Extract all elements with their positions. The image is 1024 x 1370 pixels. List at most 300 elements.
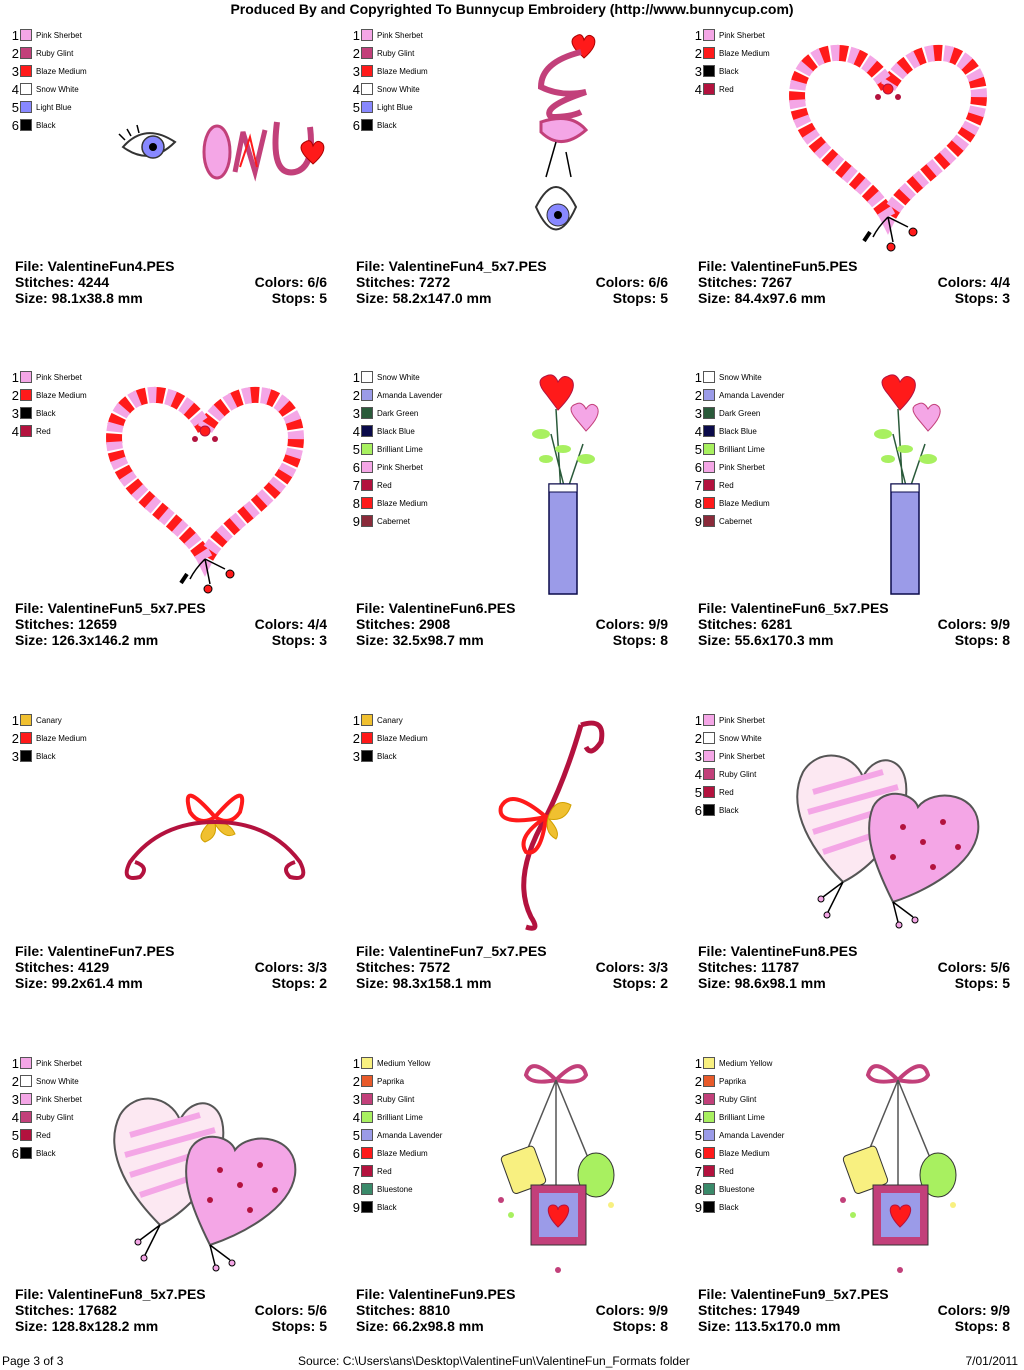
color-swatch [361, 1093, 373, 1105]
palette-row [688, 1072, 784, 1090]
stitch-count: 2908 [419, 616, 451, 632]
color-name: Dark Green [719, 408, 761, 418]
color-name: Pink Sherbet [377, 462, 423, 472]
palette-row [688, 711, 765, 729]
palette-row [5, 44, 87, 62]
design-size: 58.2x147.0 mm [392, 290, 492, 306]
color-name: Pink Sherbet [719, 751, 765, 761]
file-name: ValentineFun4_5x7.PES [388, 258, 547, 274]
color-number: 5 [694, 1127, 702, 1143]
palette-row [688, 729, 765, 747]
file-label: File: [15, 258, 48, 274]
embroidery-design-image [778, 27, 998, 262]
colors-label: Colors: [937, 1302, 991, 1318]
palette-row [346, 386, 442, 404]
color-swatch [361, 497, 373, 509]
color-number: 6 [694, 459, 702, 475]
embroidery-design-image [823, 1055, 973, 1290]
color-swatch [20, 1129, 32, 1141]
stops-label: Stops: [612, 975, 661, 991]
design-cell [683, 364, 1013, 684]
palette-row [5, 1090, 82, 1108]
color-number: 4 [11, 1109, 19, 1125]
palette-row [346, 440, 442, 458]
color-name: Red [36, 1130, 51, 1140]
color-count: 9/9 [990, 1302, 1010, 1318]
design-cell [341, 1050, 671, 1370]
color-number: 4 [694, 1109, 702, 1125]
color-swatch [20, 1075, 32, 1087]
color-count: 6/6 [307, 274, 327, 290]
color-name: Snow White [377, 84, 420, 94]
color-name: Medium Yellow [377, 1058, 431, 1068]
color-name: Amanda Lavender [377, 390, 443, 400]
stitch-count: 17949 [761, 1302, 800, 1318]
color-swatch [703, 714, 715, 726]
design-size: 128.8x128.2 mm [51, 1318, 159, 1334]
file-name: ValentineFun8_5x7.PES [47, 1286, 206, 1302]
color-swatch [20, 65, 32, 77]
color-palette [5, 26, 87, 134]
palette-row [346, 729, 428, 747]
color-number: 1 [352, 27, 360, 43]
embroidery-design-image [481, 1055, 631, 1290]
color-count: 5/6 [307, 1302, 327, 1318]
color-swatch [703, 1201, 715, 1213]
color-name: Black [377, 120, 397, 130]
color-swatch [20, 1111, 32, 1123]
palette-row [5, 98, 87, 116]
color-name: Black [36, 120, 56, 130]
color-name: Light Blue [377, 102, 413, 112]
stops-label: Stops: [271, 290, 320, 306]
colors-label: Colors: [595, 616, 649, 632]
stitches-label: Stitches: [698, 1302, 762, 1318]
color-number: 8 [694, 1181, 702, 1197]
color-swatch [703, 750, 715, 762]
embroidery-design-image [501, 32, 611, 262]
palette-row [688, 747, 765, 765]
file-label: File: [15, 943, 48, 959]
color-name: Brilliant Lime [377, 444, 423, 454]
color-swatch [361, 732, 373, 744]
color-name: Blaze Medium [36, 66, 87, 76]
palette-row [346, 1054, 442, 1072]
color-name: Blaze Medium [377, 1148, 428, 1158]
stitches-label: Stitches: [356, 616, 420, 632]
color-number: 8 [694, 495, 702, 511]
palette-row [5, 116, 87, 134]
color-number: 5 [352, 441, 360, 457]
stop-count: 5 [319, 290, 327, 306]
palette-row [346, 747, 428, 765]
color-name: Amanda Lavender [377, 1130, 443, 1140]
palette-row [5, 1108, 82, 1126]
color-name: Snow White [36, 84, 79, 94]
color-number: 6 [11, 1145, 19, 1161]
color-count: 9/9 [648, 616, 668, 632]
color-swatch [361, 1183, 373, 1195]
file-label: File: [356, 600, 389, 616]
color-name: Red [719, 1166, 734, 1176]
color-name: Light Blue [36, 102, 72, 112]
color-palette [688, 711, 765, 819]
color-number: 1 [11, 1055, 19, 1071]
color-number: 3 [352, 405, 360, 421]
size-label: Size: [15, 632, 52, 648]
color-name: Blaze Medium [719, 498, 770, 508]
color-number: 8 [352, 1181, 360, 1197]
design-info [15, 1286, 327, 1334]
stops-label: Stops: [271, 975, 320, 991]
color-name: Brilliant Lime [719, 444, 765, 454]
palette-row [346, 1162, 442, 1180]
stop-count: 3 [1002, 290, 1010, 306]
embroidery-design-image [105, 92, 335, 207]
palette-row [688, 26, 770, 44]
print-date: 7/01/2011 [965, 1354, 1018, 1368]
design-info [698, 600, 1010, 648]
palette-row [5, 62, 87, 80]
colors-label: Colors: [254, 1302, 308, 1318]
design-cell [0, 707, 330, 1027]
palette-row [688, 512, 784, 530]
stops-label: Stops: [271, 1318, 320, 1334]
color-swatch [703, 497, 715, 509]
color-swatch [703, 1057, 715, 1069]
palette-row [688, 44, 770, 62]
stitches-label: Stitches: [15, 1302, 79, 1318]
color-number: 5 [694, 784, 702, 800]
stops-label: Stops: [954, 290, 1003, 306]
stitch-count: 4129 [78, 959, 110, 975]
color-number: 4 [11, 81, 19, 97]
stitch-count: 6281 [761, 616, 793, 632]
color-swatch [20, 371, 32, 383]
color-number: 1 [11, 712, 19, 728]
color-number: 3 [694, 63, 702, 79]
color-number: 2 [352, 730, 360, 746]
design-size: 84.4x97.6 mm [734, 290, 826, 306]
color-swatch [703, 1111, 715, 1123]
design-info [698, 943, 1010, 991]
stitch-count: 12659 [78, 616, 117, 632]
color-number: 3 [352, 748, 360, 764]
design-size: 99.2x61.4 mm [51, 975, 143, 991]
color-swatch [703, 515, 715, 527]
color-swatch [361, 1111, 373, 1123]
stop-count: 8 [660, 632, 668, 648]
color-swatch [361, 389, 373, 401]
color-swatch [361, 1129, 373, 1141]
size-label: Size: [698, 1318, 735, 1334]
color-name: Canary [377, 715, 403, 725]
stop-count: 8 [1002, 1318, 1010, 1334]
color-name: Blaze Medium [377, 733, 428, 743]
palette-row [688, 62, 770, 80]
color-swatch [703, 389, 715, 401]
stitch-count: 8810 [419, 1302, 451, 1318]
color-swatch [20, 389, 32, 401]
design-info [356, 1286, 668, 1334]
color-swatch [20, 732, 32, 744]
color-swatch [20, 1057, 32, 1069]
color-number: 4 [352, 423, 360, 439]
embroidery-design-image [100, 782, 330, 917]
palette-row [5, 386, 87, 404]
design-size: 98.6x98.1 mm [734, 975, 826, 991]
color-name: Paprika [719, 1076, 747, 1086]
palette-row [346, 512, 442, 530]
color-number: 2 [694, 730, 702, 746]
palette-row [5, 422, 87, 440]
color-name: Medium Yellow [719, 1058, 773, 1068]
color-swatch [361, 101, 373, 113]
design-info [356, 600, 668, 648]
design-size: 98.3x158.1 mm [392, 975, 492, 991]
palette-row [688, 422, 784, 440]
color-number: 2 [11, 730, 19, 746]
color-name: Black [719, 1202, 739, 1212]
size-label: Size: [356, 975, 393, 991]
color-swatch [361, 119, 373, 131]
color-swatch [20, 1093, 32, 1105]
color-swatch [361, 407, 373, 419]
file-name: ValentineFun7_5x7.PES [388, 943, 547, 959]
palette-row [346, 1180, 442, 1198]
color-palette [688, 1054, 784, 1216]
color-swatch [361, 1057, 373, 1069]
color-name: Ruby Glint [719, 1094, 757, 1104]
palette-row [5, 711, 87, 729]
colors-label: Colors: [595, 1302, 649, 1318]
color-name: Snow White [719, 733, 762, 743]
palette-row [346, 494, 442, 512]
color-number: 1 [694, 1055, 702, 1071]
color-number: 5 [352, 1127, 360, 1143]
color-swatch [20, 83, 32, 95]
color-name: Pink Sherbet [36, 1058, 82, 1068]
palette-row [688, 801, 765, 819]
color-name: Pink Sherbet [719, 715, 765, 725]
color-swatch [703, 1093, 715, 1105]
design-size: 32.5x98.7 mm [392, 632, 484, 648]
color-number: 6 [694, 1145, 702, 1161]
file-label: File: [15, 1286, 48, 1302]
palette-row [346, 422, 442, 440]
color-number: 1 [352, 1055, 360, 1071]
file-name: ValentineFun9.PES [388, 1286, 516, 1302]
palette-row [346, 98, 428, 116]
palette-row [688, 1198, 784, 1216]
colors-label: Colors: [595, 274, 649, 290]
palette-row [688, 1108, 784, 1126]
color-swatch [20, 29, 32, 41]
color-palette [5, 1054, 82, 1162]
palette-row [5, 368, 87, 386]
stop-count: 8 [660, 1318, 668, 1334]
color-name: Black [719, 66, 739, 76]
color-name: Pink Sherbet [36, 1094, 82, 1104]
color-name: Blaze Medium [377, 66, 428, 76]
embroidery-design-image [511, 374, 631, 609]
color-swatch [361, 65, 373, 77]
color-name: Blaze Medium [377, 498, 428, 508]
color-name: Red [719, 84, 734, 94]
stitch-count: 17682 [78, 1302, 117, 1318]
color-number: 3 [694, 405, 702, 421]
color-palette [688, 368, 784, 530]
color-name: Snow White [377, 372, 420, 382]
color-number: 2 [11, 1073, 19, 1089]
palette-row [346, 368, 442, 386]
color-name: Black [36, 751, 56, 761]
color-name: Ruby Glint [36, 1112, 74, 1122]
color-swatch [361, 1075, 373, 1087]
color-swatch [703, 371, 715, 383]
color-count: 4/4 [990, 274, 1010, 290]
colors-label: Colors: [254, 616, 308, 632]
color-number: 7 [694, 477, 702, 493]
file-label: File: [356, 943, 389, 959]
color-number: 6 [352, 117, 360, 133]
design-cell [341, 364, 671, 684]
colors-label: Colors: [937, 274, 991, 290]
color-palette [346, 26, 428, 134]
color-swatch [361, 83, 373, 95]
color-name: Ruby Glint [377, 48, 415, 58]
color-name: Black [377, 751, 397, 761]
palette-row [688, 368, 784, 386]
palette-row [5, 729, 87, 747]
stitches-label: Stitches: [698, 959, 762, 975]
file-name: ValentineFun5_5x7.PES [47, 600, 206, 616]
color-number: 1 [11, 27, 19, 43]
color-number: 3 [352, 63, 360, 79]
color-swatch [361, 425, 373, 437]
palette-row [346, 26, 428, 44]
stop-count: 5 [319, 1318, 327, 1334]
design-cell [0, 364, 330, 684]
palette-row [5, 747, 87, 765]
color-name: Black Blue [377, 426, 415, 436]
size-label: Size: [356, 290, 393, 306]
design-size: 55.6x170.3 mm [734, 632, 834, 648]
design-cell [683, 707, 1013, 1027]
color-swatch [361, 371, 373, 383]
palette-row [688, 476, 784, 494]
size-label: Size: [698, 975, 735, 991]
stop-count: 3 [319, 632, 327, 648]
stitch-count: 11787 [761, 959, 800, 975]
palette-row [5, 80, 87, 98]
color-name: Brilliant Lime [377, 1112, 423, 1122]
color-name: Blaze Medium [36, 390, 87, 400]
color-number: 5 [694, 441, 702, 457]
color-swatch [361, 750, 373, 762]
palette-row [688, 386, 784, 404]
palette-row [688, 1126, 784, 1144]
color-swatch [20, 101, 32, 113]
color-number: 6 [11, 117, 19, 133]
stitches-label: Stitches: [356, 274, 420, 290]
stops-label: Stops: [954, 975, 1003, 991]
size-label: Size: [356, 1318, 393, 1334]
palette-row [688, 80, 770, 98]
color-number: 5 [11, 99, 19, 115]
color-number: 9 [352, 513, 360, 529]
color-name: Pink Sherbet [36, 372, 82, 382]
palette-row [346, 1126, 442, 1144]
color-swatch [703, 1147, 715, 1159]
palette-row [346, 62, 428, 80]
color-number: 5 [352, 99, 360, 115]
file-name: ValentineFun6.PES [388, 600, 516, 616]
color-swatch [361, 515, 373, 527]
palette-row [688, 1090, 784, 1108]
color-name: Black [377, 1202, 397, 1212]
palette-row [688, 1054, 784, 1072]
color-number: 3 [11, 63, 19, 79]
color-name: Ruby Glint [719, 769, 757, 779]
stops-label: Stops: [612, 1318, 661, 1334]
color-number: 1 [694, 712, 702, 728]
color-swatch [361, 714, 373, 726]
color-number: 6 [352, 459, 360, 475]
stop-count: 2 [319, 975, 327, 991]
color-name: Red [36, 426, 51, 436]
stops-label: Stops: [954, 632, 1003, 648]
color-number: 3 [352, 1091, 360, 1107]
color-number: 1 [694, 27, 702, 43]
embroidery-design-image [853, 374, 973, 609]
size-label: Size: [698, 290, 735, 306]
file-label: File: [15, 600, 48, 616]
color-number: 9 [694, 513, 702, 529]
design-cell [0, 22, 330, 342]
color-number: 2 [11, 45, 19, 61]
design-info [356, 258, 668, 306]
file-label: File: [698, 1286, 731, 1302]
color-name: Paprika [377, 1076, 405, 1086]
color-swatch [703, 479, 715, 491]
color-name: Pink Sherbet [36, 30, 82, 40]
color-palette [346, 368, 442, 530]
file-name: ValentineFun8.PES [730, 943, 858, 959]
color-number: 2 [352, 387, 360, 403]
color-name: Pink Sherbet [719, 30, 765, 40]
stops-label: Stops: [954, 1318, 1003, 1334]
color-number: 4 [694, 423, 702, 439]
color-swatch [703, 1165, 715, 1177]
size-label: Size: [356, 632, 393, 648]
color-number: 2 [352, 45, 360, 61]
palette-row [346, 458, 442, 476]
stitch-count: 7267 [761, 274, 793, 290]
color-name: Blaze Medium [719, 48, 770, 58]
color-number: 2 [694, 45, 702, 61]
design-cell [683, 1050, 1013, 1370]
color-swatch [703, 443, 715, 455]
color-name: Pink Sherbet [377, 30, 423, 40]
file-label: File: [356, 1286, 389, 1302]
palette-row [5, 26, 87, 44]
color-swatch [703, 732, 715, 744]
color-count: 3/3 [307, 959, 327, 975]
color-swatch [703, 1075, 715, 1087]
color-number: 3 [11, 1091, 19, 1107]
design-cell [341, 22, 671, 342]
